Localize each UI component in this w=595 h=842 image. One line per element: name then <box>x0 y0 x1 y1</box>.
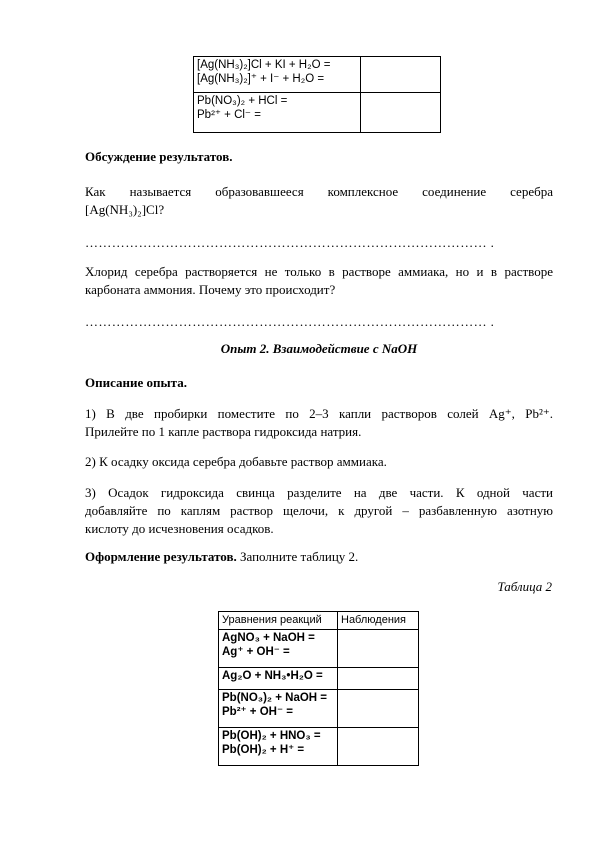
table-1 <box>193 56 441 133</box>
equation-line: Pb(OH)₂ + H⁺ = <box>222 744 305 756</box>
step-3-line-3: кислоту до исчезновения осадков. <box>85 521 274 536</box>
equation-line: [Ag(NH₃)₂]⁺ + I⁻ + H₂O = <box>197 73 325 85</box>
table-row <box>219 728 419 766</box>
observation-cell <box>338 690 419 728</box>
results-paragraph <box>85 548 358 566</box>
observation-cell <box>338 668 419 690</box>
question-1-line-2: [Ag(NH₃)₂]Cl? <box>85 202 165 217</box>
column-header: Уравнения реакций <box>219 612 338 630</box>
answer-line-1: ……………………………………………………………………………… . <box>85 235 495 250</box>
equation-line: Ag₂O + NH₃•H₂O = <box>222 670 323 682</box>
equation-line: Ag⁺ + OH⁻ = <box>222 646 290 658</box>
table-row <box>219 630 419 668</box>
equation-line: Pb(OH)₂ + HNO₃ = <box>222 730 321 742</box>
equation-line: AgNO₃ + NaOH = <box>222 632 315 644</box>
table-row <box>194 57 441 93</box>
answer-line-2: ……………………………………………………………………………… . <box>85 314 495 329</box>
equation-line: Pb²⁺ + OH⁻ = <box>222 706 293 718</box>
observation-cell <box>338 728 419 766</box>
step-1-line-1: 1) В две пробирки поместите по 2–3 капли растворов солей Ag⁺, Pb²⁺. <box>85 406 553 421</box>
question-1-line-1: Как называется образовавшееся комплексное соединение серебра <box>85 184 553 199</box>
observation-cell <box>361 93 441 133</box>
equation-cell <box>194 57 361 93</box>
table-row <box>219 690 419 728</box>
description-heading: Описание опыта. <box>85 375 187 390</box>
question-2-line-2: карбоната аммония. Почему это происходит? <box>85 282 336 297</box>
table-header-row <box>219 612 419 630</box>
equation-line: Pb(NO₃)₂ + NaOH = <box>222 692 327 704</box>
observation-cell <box>338 630 419 668</box>
equation-cell <box>219 668 338 690</box>
equation-line: [Ag(NH₃)₂]Cl + KI + H₂O = <box>197 59 331 71</box>
step-3-line-1: 3) Осадок гидроксида свинца разделите на две части. К одной части <box>85 485 553 500</box>
table-row <box>194 93 441 133</box>
equation-line: Pb(NO₃)₂ + HCl = <box>197 95 288 107</box>
discussion-heading: Обсуждение результатов. <box>85 149 233 164</box>
equation-cell <box>219 728 338 766</box>
experiment-2-title: Опыт 2. Взаимодействие с NaOH <box>220 341 418 356</box>
step-2: 2) К осадку оксида серебра добавьте раствор аммиака. <box>85 454 387 469</box>
table-2-caption: Таблица 2 <box>497 579 552 594</box>
results-heading: Оформление результатов. <box>85 549 237 564</box>
observation-cell <box>361 57 441 93</box>
equation-cell <box>219 630 338 668</box>
equation-cell <box>219 690 338 728</box>
table-2 <box>218 611 419 766</box>
equation-cell <box>194 93 361 133</box>
table-row <box>219 668 419 690</box>
equation-line: Pb²⁺ + Cl⁻ = <box>197 109 261 121</box>
question-2-line-1: Хлорид серебра растворяется не только в растворе аммиака, но и в растворе <box>85 264 553 279</box>
step-1-line-2: Прилейте по 1 капле раствора гидроксида натрия. <box>85 424 362 439</box>
step-3-line-2: добавляйте по каплям раствор щелочи, к другой – разбавленную азотную <box>85 503 553 518</box>
column-header: Наблюдения <box>338 612 419 630</box>
results-text: Заполните таблицу 2. <box>236 549 359 564</box>
